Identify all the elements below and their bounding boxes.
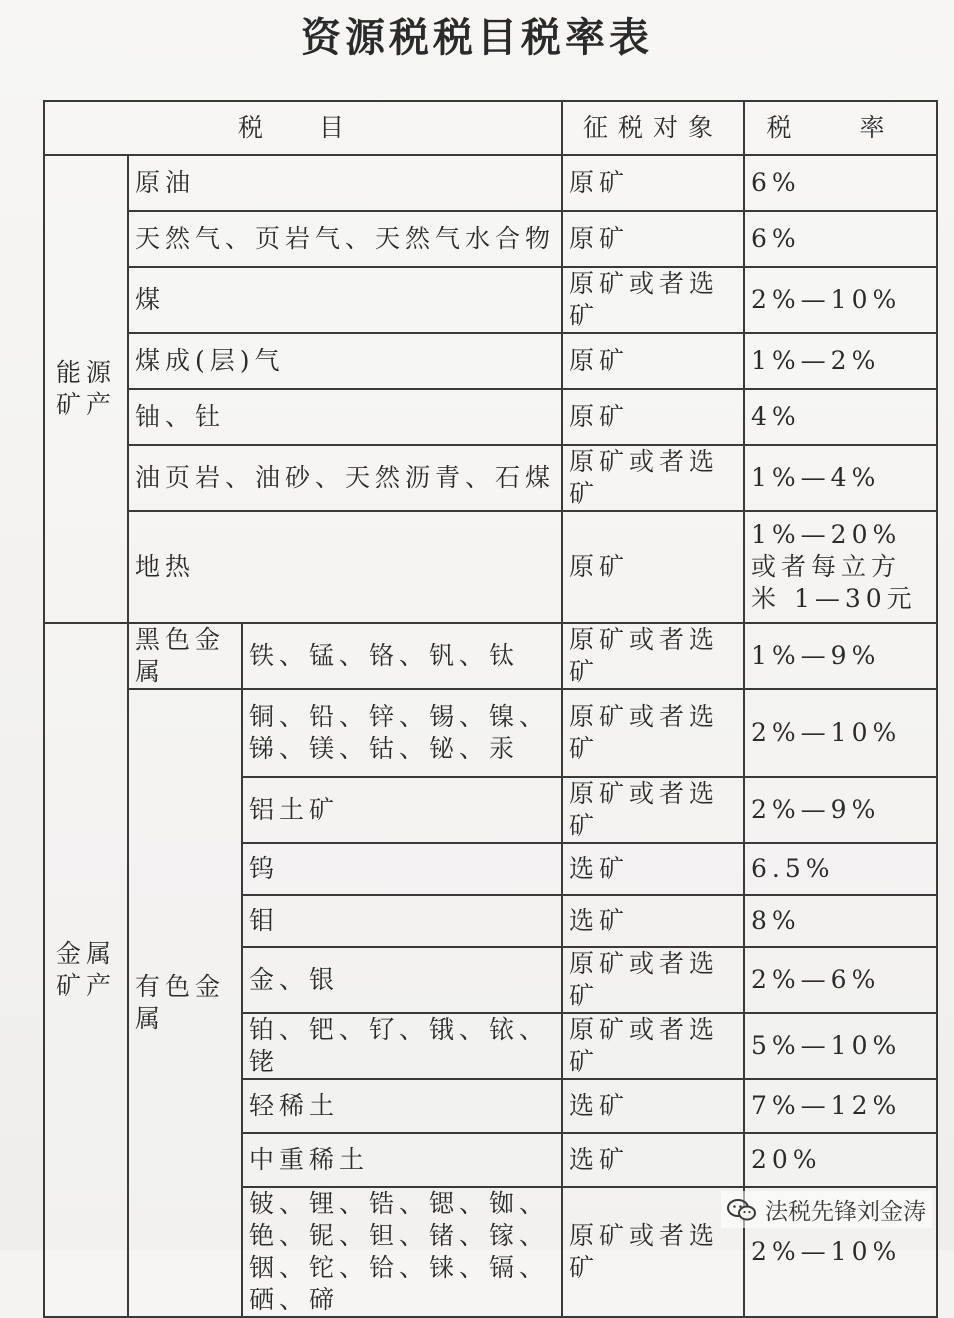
item-name: 油页岩、油砂、天然沥青、石煤 bbox=[128, 445, 562, 511]
tax-object: 原矿或者选矿 bbox=[562, 623, 744, 689]
tax-object: 原矿 bbox=[562, 389, 744, 445]
table-row bbox=[44, 267, 937, 333]
header-row bbox=[44, 101, 937, 155]
tax-rate: 1%—9% bbox=[744, 623, 937, 689]
tax-rate: 6% bbox=[744, 155, 937, 211]
tax-object: 原矿 bbox=[562, 511, 744, 623]
tax-rate: 5%—10% bbox=[744, 1013, 937, 1079]
table-row bbox=[44, 445, 937, 511]
tax-object: 原矿或者选矿 bbox=[562, 445, 744, 511]
tax-object: 选矿 bbox=[562, 895, 744, 947]
item-name: 中重稀土 bbox=[242, 1133, 562, 1187]
tax-rate-table bbox=[43, 100, 938, 1318]
tax-rate: 2%—10% bbox=[744, 1187, 937, 1317]
header-item: 税 目 bbox=[44, 101, 562, 155]
table-row bbox=[44, 389, 937, 445]
table-row bbox=[44, 623, 937, 689]
tax-object: 原矿 bbox=[562, 155, 744, 211]
tax-rate: 4% bbox=[744, 389, 937, 445]
item-name: 钨 bbox=[242, 843, 562, 895]
tax-object: 原矿或者选矿 bbox=[562, 689, 744, 777]
item-name: 铝土矿 bbox=[242, 777, 562, 843]
item-name: 铁、锰、铬、钒、钛 bbox=[242, 623, 562, 689]
table-row bbox=[44, 211, 937, 267]
tax-object: 原矿或者选矿 bbox=[562, 947, 744, 1013]
item-name: 铍、锂、锆、锶、铷、铯、铌、钽、锗、镓、铟、铊、铪、铼、镉、硒、碲 bbox=[242, 1187, 562, 1317]
item-name: 地热 bbox=[128, 511, 562, 623]
tax-object: 原矿 bbox=[562, 211, 744, 267]
tax-rate: 2%—6% bbox=[744, 947, 937, 1013]
item-name: 铜、铅、锌、锡、镍、锑、镁、钴、铋、汞 bbox=[242, 689, 562, 777]
subcategory-ferrous: 黑色金属 bbox=[128, 623, 242, 689]
item-name: 原油 bbox=[128, 155, 562, 211]
tax-object: 选矿 bbox=[562, 1133, 744, 1187]
category-energy: 能源矿产 bbox=[44, 155, 128, 623]
tax-rate: 8% bbox=[744, 895, 937, 947]
item-name: 天然气、页岩气、天然气水合物 bbox=[128, 211, 562, 267]
tax-rate: 1%—4% bbox=[744, 445, 937, 511]
item-name: 煤 bbox=[128, 267, 562, 333]
item-name: 铀、钍 bbox=[128, 389, 562, 445]
tax-object: 原矿或者选矿 bbox=[562, 777, 744, 843]
tax-object: 原矿或者选矿 bbox=[562, 267, 744, 333]
header-rate: 税 率 bbox=[744, 101, 937, 155]
item-name: 煤成(层)气 bbox=[128, 333, 562, 389]
watermark bbox=[721, 1191, 932, 1228]
item-name: 金、银 bbox=[242, 947, 562, 1013]
item-name: 钼 bbox=[242, 895, 562, 947]
tax-rate: 6% bbox=[744, 211, 937, 267]
tax-object: 原矿或者选矿 bbox=[562, 1013, 744, 1079]
tax-object: 原矿或者选矿 bbox=[562, 1187, 744, 1317]
tax-object: 原矿 bbox=[562, 333, 744, 389]
watermark-text: 法税先锋刘金涛 bbox=[765, 1199, 926, 1225]
tax-rate: 2%—10% bbox=[744, 267, 937, 333]
tax-rate: 7%—12% bbox=[744, 1079, 937, 1133]
table-row bbox=[44, 333, 937, 389]
item-name: 铂、钯、钌、锇、铱、铑 bbox=[242, 1013, 562, 1079]
subcategory-nonferrous: 有色金属 bbox=[128, 689, 242, 1317]
item-name: 轻稀土 bbox=[242, 1079, 562, 1133]
page-title: 资源税税目税率表 bbox=[301, 15, 653, 61]
header-object: 征税对象 bbox=[562, 101, 744, 155]
wechat-icon bbox=[727, 1198, 757, 1222]
tax-rate: 1%—20%或者每立方米 1—30元 bbox=[744, 511, 937, 623]
table-row bbox=[44, 155, 937, 211]
tax-object: 选矿 bbox=[562, 1079, 744, 1133]
table-row bbox=[44, 689, 937, 777]
category-metal: 金属矿产 bbox=[44, 623, 128, 1317]
table-row bbox=[44, 511, 937, 623]
tax-rate: 1%—2% bbox=[744, 333, 937, 389]
tax-rate: 2%—9% bbox=[744, 777, 937, 843]
tax-object: 选矿 bbox=[562, 843, 744, 895]
tax-rate: 20% bbox=[744, 1133, 937, 1187]
tax-rate: 6.5% bbox=[744, 843, 937, 895]
tax-rate: 2%—10% bbox=[744, 689, 937, 777]
